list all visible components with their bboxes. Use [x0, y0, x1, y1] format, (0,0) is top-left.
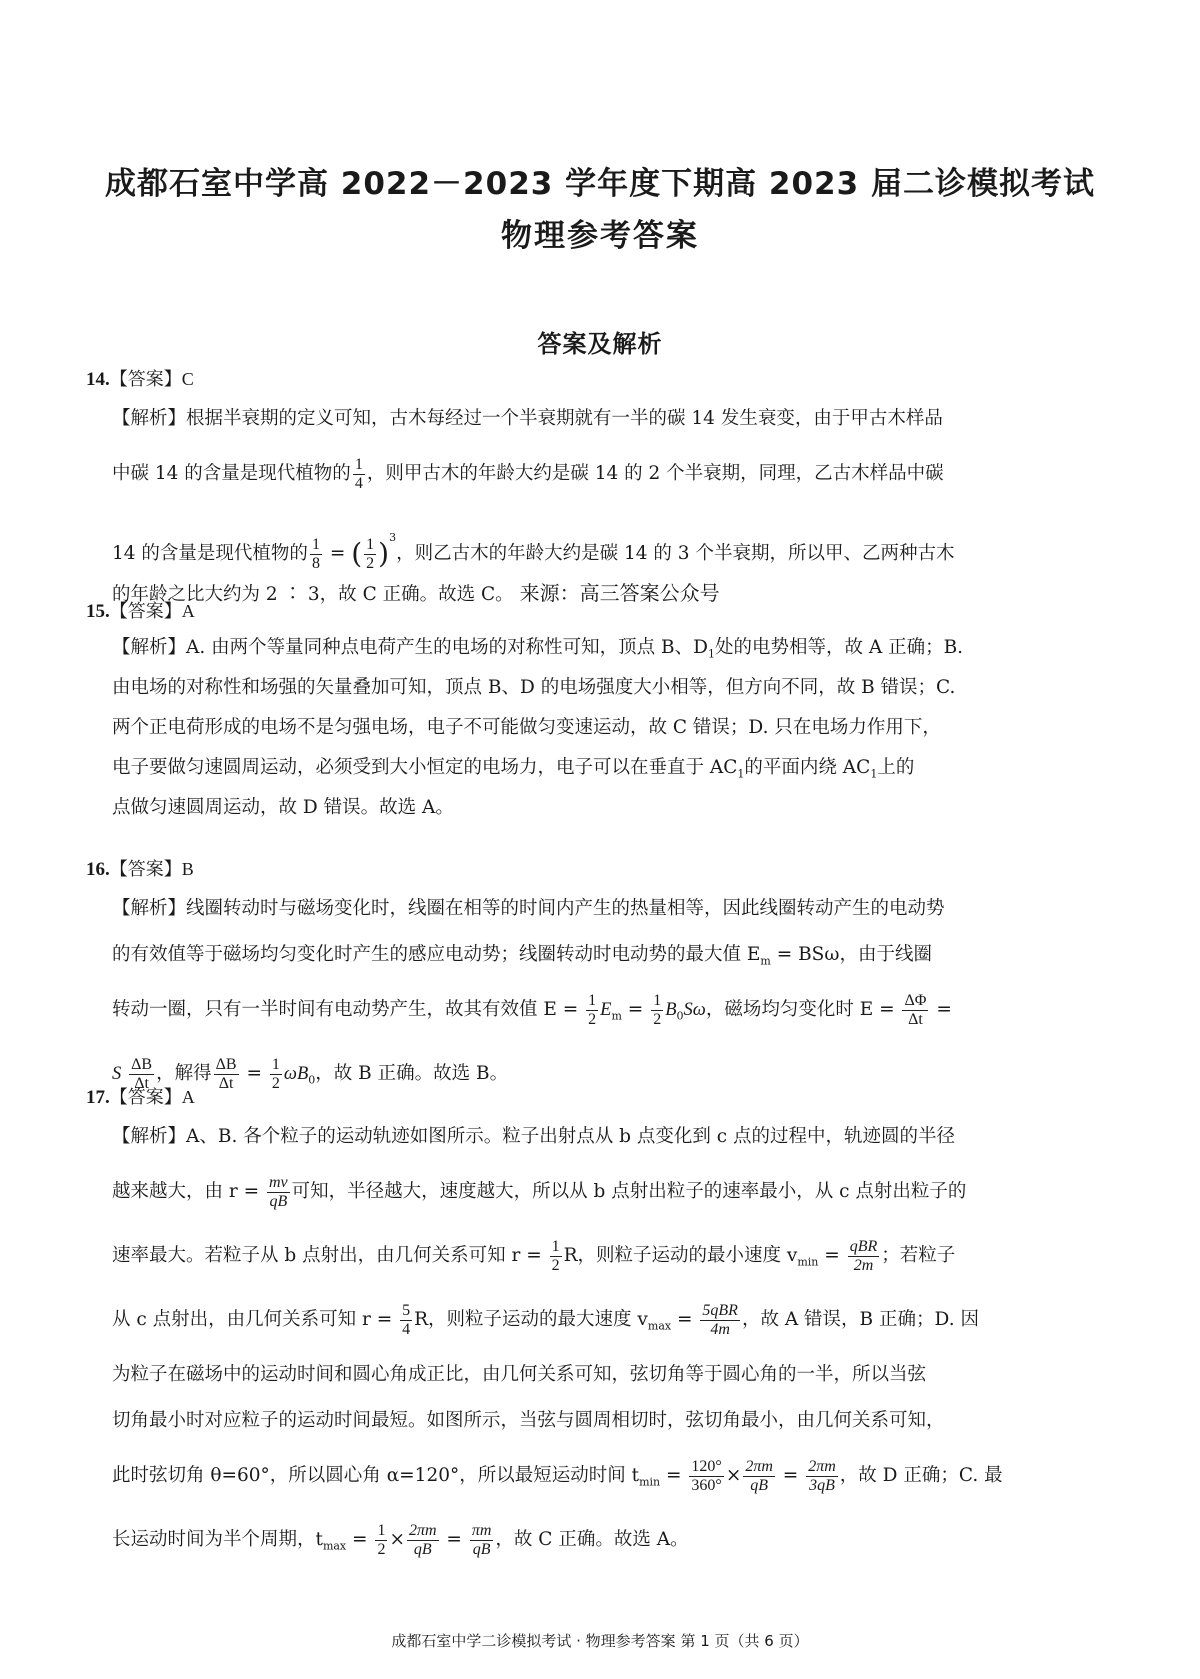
fraction: [400, 1302, 412, 1338]
fraction: [310, 536, 322, 572]
text: 线圈转动时与磁场变化时，线圈在相等的时间内产生的热量相等，因此线圈转动产生的电动势: [186, 898, 945, 919]
fraction: [353, 456, 365, 492]
equals: =: [666, 1465, 682, 1486]
text: A. 由两个等量同种点电荷产生的电场的对称性可知，顶点 B、D: [186, 637, 708, 658]
answer-value: C: [181, 369, 194, 389]
answer-line: [86, 1080, 1116, 1114]
text: = BSω，由于线圈: [770, 944, 932, 965]
answer-value: A: [181, 1087, 195, 1107]
analysis-line: [112, 442, 1116, 506]
text: 长运动时间为半个周期，t: [112, 1529, 323, 1550]
numerator: 5qBR: [702, 1301, 738, 1319]
subscript: max: [647, 1319, 672, 1333]
fraction: [375, 1522, 387, 1558]
subscript: min: [797, 1255, 819, 1269]
math-symbol: ωB: [283, 1064, 309, 1084]
fraction: [470, 1522, 494, 1558]
fraction: [848, 1238, 880, 1274]
question-16: [86, 852, 1116, 1106]
fraction: [700, 1302, 740, 1338]
subscript: 1: [707, 647, 715, 661]
question-number: 15.: [86, 601, 110, 622]
numerator: 2πm: [408, 1521, 437, 1539]
analysis-line: [112, 1288, 1116, 1352]
numerator: qBR: [849, 1237, 878, 1255]
denominator: 8: [311, 554, 320, 572]
numerator: 1: [653, 991, 662, 1009]
text: ，磁场均匀变化时 E =: [705, 999, 901, 1020]
equals: =: [627, 999, 644, 1020]
denominator: qB: [269, 1192, 288, 1210]
numerator: ΔΦ: [904, 991, 927, 1009]
answer-line: [86, 362, 1116, 396]
numerator: 1: [311, 535, 320, 553]
analysis-label: 【解析】: [112, 408, 187, 429]
text: R，则粒子运动的最大速度 v: [414, 1309, 648, 1330]
text: ；若粒子: [881, 1245, 956, 1266]
numerator: 2πm: [745, 1457, 773, 1475]
numerator: 1: [366, 535, 375, 553]
numerator: 120°: [691, 1457, 722, 1475]
math-symbol: B: [665, 1000, 677, 1020]
analysis: [109, 886, 1116, 1108]
text: 的年龄之比大约为 2 ∶ 3，故 C 正确。故选 C。: [112, 584, 514, 605]
analysis-label: 【解析】: [112, 637, 187, 658]
numerator: 2πm: [808, 1457, 836, 1475]
answer-value: A: [181, 601, 195, 621]
denominator: 2m: [853, 1256, 874, 1274]
analysis-line: [112, 1160, 1116, 1224]
analysis-label: 【解析】: [112, 1126, 187, 1147]
equals: =: [824, 1245, 840, 1266]
fraction: [743, 1458, 775, 1494]
denominator: 2: [551, 1256, 560, 1274]
question-number: 16.: [86, 859, 110, 880]
equals: =: [352, 1529, 368, 1550]
denominator: Δt: [218, 1074, 234, 1092]
answer-label: 【答案】: [109, 1087, 182, 1108]
equals: =: [936, 999, 952, 1020]
text: R，则粒子运动的最小速度 v: [563, 1245, 798, 1266]
subscript: m: [611, 1009, 622, 1023]
document-subtitle: 物理参考答案: [501, 218, 699, 254]
denominator: qB: [472, 1540, 491, 1558]
numerator: 1: [271, 1055, 280, 1073]
subscript: max: [322, 1539, 347, 1553]
numerator: 1: [551, 1237, 560, 1255]
analysis-line: [112, 1224, 1116, 1288]
analysis-line: [112, 1114, 1116, 1160]
question-number: 14.: [86, 369, 110, 390]
analysis-line: [112, 668, 1116, 708]
equals: =: [676, 1309, 693, 1330]
denominator: 360°: [691, 1476, 722, 1494]
text: A、B. 各个粒子的运动轨迹如图所示。粒子出射点从 b 点变化到 c 点的过程中，轨迹圆的半径: [186, 1126, 955, 1147]
subscript: 1: [870, 767, 878, 781]
times: ×: [389, 1529, 405, 1550]
page-footer: 成都石室中学二诊模拟考试 · 物理参考答案 第 1 页（共 6 页）: [391, 1632, 809, 1650]
question-17: [86, 1080, 1116, 1572]
fraction: [550, 1238, 562, 1274]
text: ，则甲古木的年龄大约是碳 14 的 2 个半衰期，同理，乙古木样品中碳: [366, 463, 944, 484]
math-symbol: Sω: [683, 1000, 706, 1020]
fraction: [689, 1458, 723, 1494]
analysis-line: [112, 788, 1116, 828]
text: ，故 C 正确。故选 A。: [495, 1529, 689, 1550]
text: ，故 D 正确；C. 最: [839, 1465, 1003, 1486]
text: 越来越大，由 r =: [112, 1181, 265, 1202]
text: 根据半衰期的定义可知，古木每经过一个半衰期就有一半的碳 14 发生衰变，由于甲古木样品: [186, 408, 943, 429]
answer-line: [86, 594, 1116, 628]
denominator: Δt: [134, 1074, 149, 1092]
text: 点做匀速圆周运动，故 D 错误。故选 A。: [112, 797, 454, 818]
analysis-line: [112, 1352, 1116, 1398]
analysis: [112, 628, 1116, 828]
text: 可知，半径越大，速度越大，所以从 b 点射出粒子的速率最小，从 c 点射出粒子的: [291, 1181, 967, 1202]
answer-label: 【答案】: [109, 369, 182, 390]
section-heading: 答案及解析: [537, 330, 663, 358]
numerator: mv: [269, 1173, 288, 1191]
source-note: 来源：高三答案公众号: [519, 581, 720, 605]
answer-label: 【答案】: [109, 601, 182, 622]
denominator: qB: [750, 1476, 768, 1494]
analysis-line: [112, 978, 1116, 1042]
denominator: 3qB: [809, 1476, 835, 1494]
fraction: [651, 992, 663, 1028]
numerator: 5: [402, 1301, 411, 1319]
text: 切角最小时对应粒子的运动时间最短。如图所示，当弦与圆周相切时，弦切角最小，由几何关系可知，: [112, 1410, 945, 1431]
denominator: Δt: [908, 1010, 923, 1028]
fraction: [267, 1174, 290, 1210]
equals: =: [782, 1465, 799, 1486]
text: 速率最大。若粒子从 b 点射出，由几何关系可知 r =: [112, 1245, 548, 1266]
text: 为粒子在磁场中的运动时间和圆心角成正比，由几何关系可知，弦切角等于圆心角的一半，所以当弦: [112, 1364, 927, 1385]
denominator: 4: [354, 474, 363, 492]
denominator: 2: [366, 554, 375, 572]
analysis-line: [112, 1398, 1116, 1444]
text: ，故 B 正确。故选 B。: [315, 1063, 509, 1084]
analysis-line: [112, 628, 1116, 668]
text: 由电场的对称性和场强的矢量叠加可知，顶点 B、D 的电场强度大小相等，但方向不同，故 B 错误；C.: [112, 677, 956, 698]
analysis-line: [112, 396, 1116, 442]
text: 此时弦切角 θ=60°，所以圆心角 α=120°，所以最短运动时间 t: [112, 1465, 640, 1486]
subscript: 0: [676, 1009, 684, 1023]
fraction: [407, 1522, 439, 1558]
numerator: 1: [377, 1521, 386, 1539]
text: ，解得: [156, 1063, 212, 1084]
text: 从 c 点射出，由几何关系可知 r =: [112, 1309, 399, 1330]
analysis: [112, 1114, 1116, 1572]
numerator: ΔB: [215, 1055, 237, 1073]
text: ，则乙古木的年龄大约是碳 14 的 3 个半衰期，所以甲、乙两种古木: [396, 543, 955, 564]
analysis: [112, 396, 1116, 616]
denominator: 4m: [710, 1320, 730, 1338]
analysis-line: [112, 886, 1116, 932]
subscript: 0: [308, 1073, 316, 1087]
text: 中碳 14 的含量是现代植物的: [112, 463, 351, 484]
analysis-line: [112, 748, 1116, 788]
document-title: 成都石室中学高 2022－2023 学年度下期高 2023 届二诊模拟考试: [104, 166, 1095, 202]
fraction: [586, 992, 598, 1028]
denominator: 2: [653, 1010, 662, 1028]
analysis-line: [112, 708, 1116, 748]
question-number: 17.: [86, 1087, 110, 1108]
text: 上的: [877, 757, 915, 778]
analysis-line: [112, 932, 1116, 978]
analysis-line: 14 的含量是现代植物的 $\frac{1}{8}$ = ( $\frac{1}{2}$ )$^3$，则乙古木的年龄大约是碳 14 的 3 个半衰期，所以甲、乙两种古木: [112, 531, 955, 572]
analysis-line: [112, 1508, 1116, 1572]
math-symbol: S: [112, 1064, 122, 1084]
denominator: 4: [402, 1320, 411, 1338]
text: 14 的含量是现代植物的: [112, 543, 308, 564]
question-15: [86, 594, 1116, 828]
analysis-line: [112, 1444, 1116, 1508]
denominator: qB: [413, 1540, 432, 1558]
answer-value: B: [181, 859, 194, 879]
denominator: 2: [588, 1010, 597, 1028]
text: 的平面内绕 AC: [744, 757, 871, 778]
subscript: m: [760, 954, 771, 968]
numerator: ΔB: [131, 1055, 153, 1073]
answer-line: [86, 852, 1116, 886]
numerator: πm: [471, 1521, 492, 1539]
text: ，故 A 错误，B 正确；D. 因: [741, 1309, 979, 1330]
denominator: 2: [377, 1540, 386, 1558]
times: ×: [725, 1465, 742, 1486]
text: 处的电势相等，故 A 正确；B.: [714, 637, 964, 658]
numerator: 1: [588, 991, 597, 1009]
subscript: 1: [737, 767, 745, 781]
denominator: 2: [271, 1074, 280, 1092]
equals: =: [446, 1529, 462, 1550]
text: 两个正电荷形成的电场不是匀强电场，电子不可能做匀变速运动，故 C 错误；D. 只在电场力作用下，: [112, 717, 941, 738]
text: 转动一圈，只有一半时间有电动势产生，故其有效值 E =: [112, 999, 585, 1020]
numerator: 1: [354, 455, 363, 473]
subscript: min: [639, 1475, 661, 1489]
fraction: [806, 1458, 838, 1494]
exponent: 3: [389, 531, 397, 544]
analysis-label: 【解析】: [112, 898, 187, 919]
answer-label: 【答案】: [109, 859, 182, 880]
equals: =: [246, 1063, 262, 1084]
equals: =: [329, 543, 346, 564]
text: 电子要做匀速圆周运动，必须受到大小恒定的电场力，电子可以在垂直于 AC: [112, 757, 738, 778]
fraction: [364, 536, 376, 572]
fraction: [902, 992, 928, 1028]
question-14: [86, 362, 1116, 616]
text: 的有效值等于磁场均匀变化时产生的感应电动势；线圈转动时电动势的最大值 E: [112, 944, 761, 965]
math-symbol: E: [600, 1000, 612, 1020]
